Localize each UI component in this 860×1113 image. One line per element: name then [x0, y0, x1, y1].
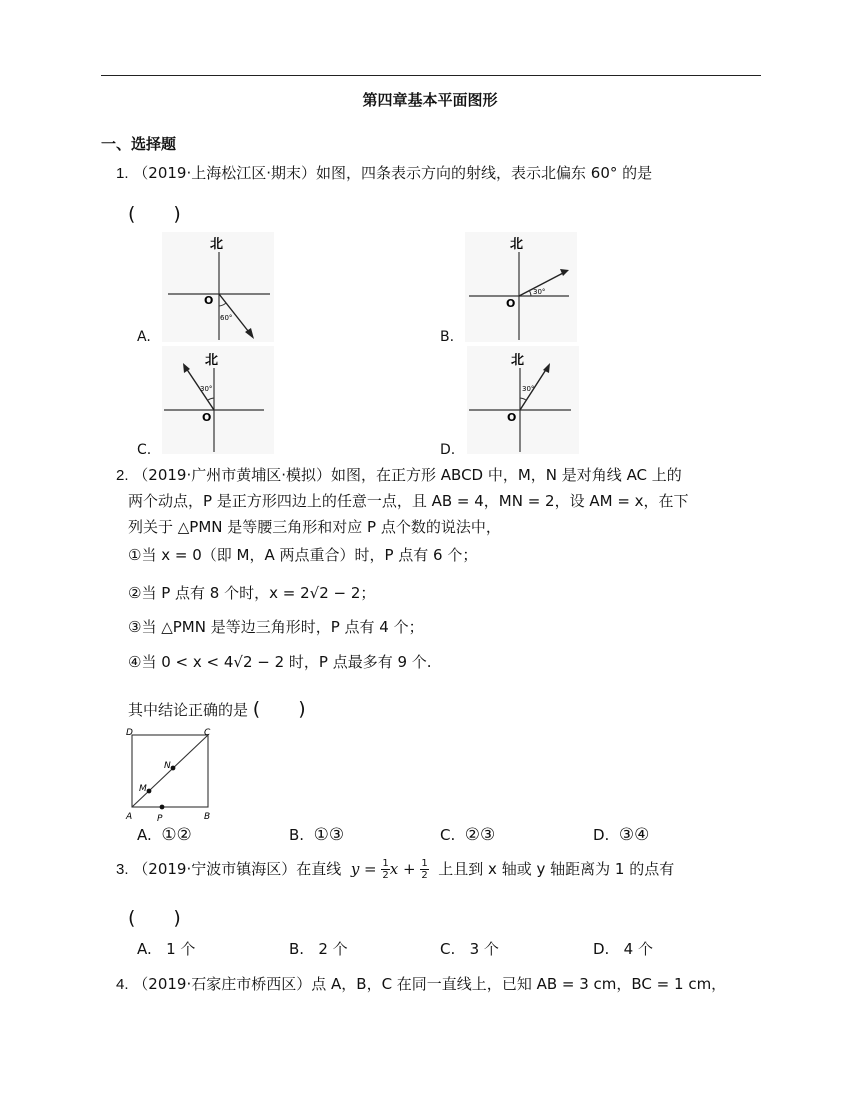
option-a-label[interactable]: A. — [137, 329, 151, 345]
answer-blank: ( ) — [252, 698, 306, 720]
question-2-line-3: 列关于 △PMN 是等腰三角形和对应 P 点个数的说法中， — [128, 518, 501, 536]
point-m-label: M — [139, 784, 147, 794]
fraction-numerator: 1 — [382, 858, 389, 869]
question-source: （2019·广州市黄埔区·模拟） — [133, 466, 332, 484]
statement-2: ②当 P 点有 8 个时，x = 2√2 − 2； — [128, 584, 376, 602]
fraction-denominator: 2 — [421, 870, 428, 881]
square-figure — [124, 727, 216, 823]
angle-label: 30° — [533, 288, 546, 296]
q2-option-b[interactable] — [289, 824, 344, 846]
equation-x-term: x + — [389, 860, 416, 878]
option-text: ①② — [161, 825, 192, 845]
option-text: ②③ — [464, 825, 496, 845]
option-label: B. — [289, 826, 305, 844]
statement-4: ④当 0 < x < 4√2 − 2 时，P 点最多有 9 个. — [128, 653, 432, 671]
question-source: （2019·石家庄市桥西区） — [133, 975, 312, 993]
question-text: 如图，四条表示方向的射线，表示北偏东 60° 的是 — [316, 164, 653, 182]
statement-1: ①当 x = 0（即 M，A 两点重合）时，P 点有 6 个； — [128, 546, 478, 564]
question-text: 点 A，B，C 在同一直线上，已知 AB = 3 cm，BC = 1 cm， — [311, 975, 727, 993]
vertex-c-label: C — [204, 728, 211, 738]
fraction-denominator: 2 — [382, 870, 389, 881]
option-text: 2 个 — [318, 940, 348, 958]
option-label: C. — [440, 826, 456, 844]
fraction-1 — [381, 858, 389, 881]
question-3-stem — [116, 857, 674, 882]
figure-option-a — [162, 232, 274, 342]
question-2-line-2: 两个动点，P 是正方形四边上的任意一点，且 AB = 4，MN = 2，设 AM = x，在下 — [128, 492, 689, 510]
equation-lhs: y = — [350, 860, 377, 878]
angle-label: 60° — [220, 314, 233, 322]
section-heading: 一、选择题 — [101, 135, 177, 153]
question-source: （2019·上海松江区·期末） — [133, 164, 317, 182]
question-number: 3. — [116, 861, 129, 878]
north-label: 北 — [511, 353, 525, 368]
q2-option-c[interactable] — [440, 824, 495, 846]
north-label: 北 — [210, 237, 224, 252]
page-title: 第四章基本平面图形 — [362, 91, 498, 109]
point-p-label: P — [157, 814, 163, 823]
angle-label: 30° — [200, 385, 213, 393]
north-label: 北 — [205, 353, 219, 368]
north-label: 北 — [510, 237, 524, 252]
option-b-label[interactable]: B. — [440, 329, 455, 345]
question-number: 1. — [116, 165, 129, 182]
option-label: C. — [440, 940, 456, 958]
option-label: D. — [593, 940, 610, 958]
question-text: 如图，在正方形 ABCD 中，M，N 是对角线 AC 上的 — [331, 466, 682, 484]
question-text: 在直线 — [296, 860, 342, 878]
vertex-a-label: A — [126, 812, 133, 822]
option-text: 1 个 — [166, 940, 196, 958]
option-text: 4 个 — [623, 940, 653, 958]
option-c-label[interactable]: C. — [137, 442, 152, 458]
statement-3: ③当 △PMN 是等边三角形时，P 点有 4 个； — [128, 618, 424, 636]
option-label: A. — [137, 826, 152, 844]
origin-label: O — [204, 294, 214, 307]
question-4-stem — [116, 973, 726, 996]
question-1-stem — [116, 162, 652, 185]
vertex-b-label: B — [204, 812, 211, 822]
q3-option-c[interactable] — [440, 938, 499, 960]
option-label: A. — [137, 940, 152, 958]
option-d-label[interactable]: D. — [440, 442, 456, 458]
q3-option-d[interactable] — [593, 938, 653, 960]
origin-label: O — [202, 411, 212, 424]
vertex-d-label: D — [126, 728, 133, 738]
q2-option-a[interactable] — [137, 824, 192, 846]
origin-label: O — [506, 297, 516, 310]
q3-option-b[interactable] — [289, 938, 348, 960]
fraction-numerator: 1 — [421, 858, 428, 869]
question-number: 4. — [116, 976, 129, 993]
option-label: D. — [593, 826, 610, 844]
fraction-2 — [420, 858, 428, 881]
angle-label: 30° — [522, 385, 535, 393]
answer-blank: ( ) — [128, 203, 181, 225]
option-label: B. — [289, 940, 305, 958]
conclusion-text: 其中结论正确的是 — [128, 701, 249, 719]
option-text: ③④ — [618, 825, 650, 845]
question-text-tail: 上且到 x 轴或 y 轴距离为 1 的点有 — [438, 860, 675, 878]
origin-label: O — [507, 411, 517, 424]
question-number: 2. — [116, 467, 129, 484]
figure-option-d — [467, 346, 579, 454]
figure-option-c — [162, 346, 274, 454]
q3-option-a[interactable] — [137, 938, 195, 960]
answer-blank: ( ) — [128, 907, 181, 929]
q2-option-d[interactable] — [593, 824, 649, 846]
conclusion-line — [128, 698, 306, 721]
option-text: ①③ — [313, 825, 345, 845]
option-text: 3 个 — [469, 940, 499, 958]
point-n-label: N — [164, 761, 171, 771]
figure-option-b — [465, 232, 577, 342]
question-source: （2019·宁波市镇海区） — [133, 860, 297, 878]
question-2-line-1 — [116, 464, 682, 487]
header-rule — [101, 75, 761, 76]
